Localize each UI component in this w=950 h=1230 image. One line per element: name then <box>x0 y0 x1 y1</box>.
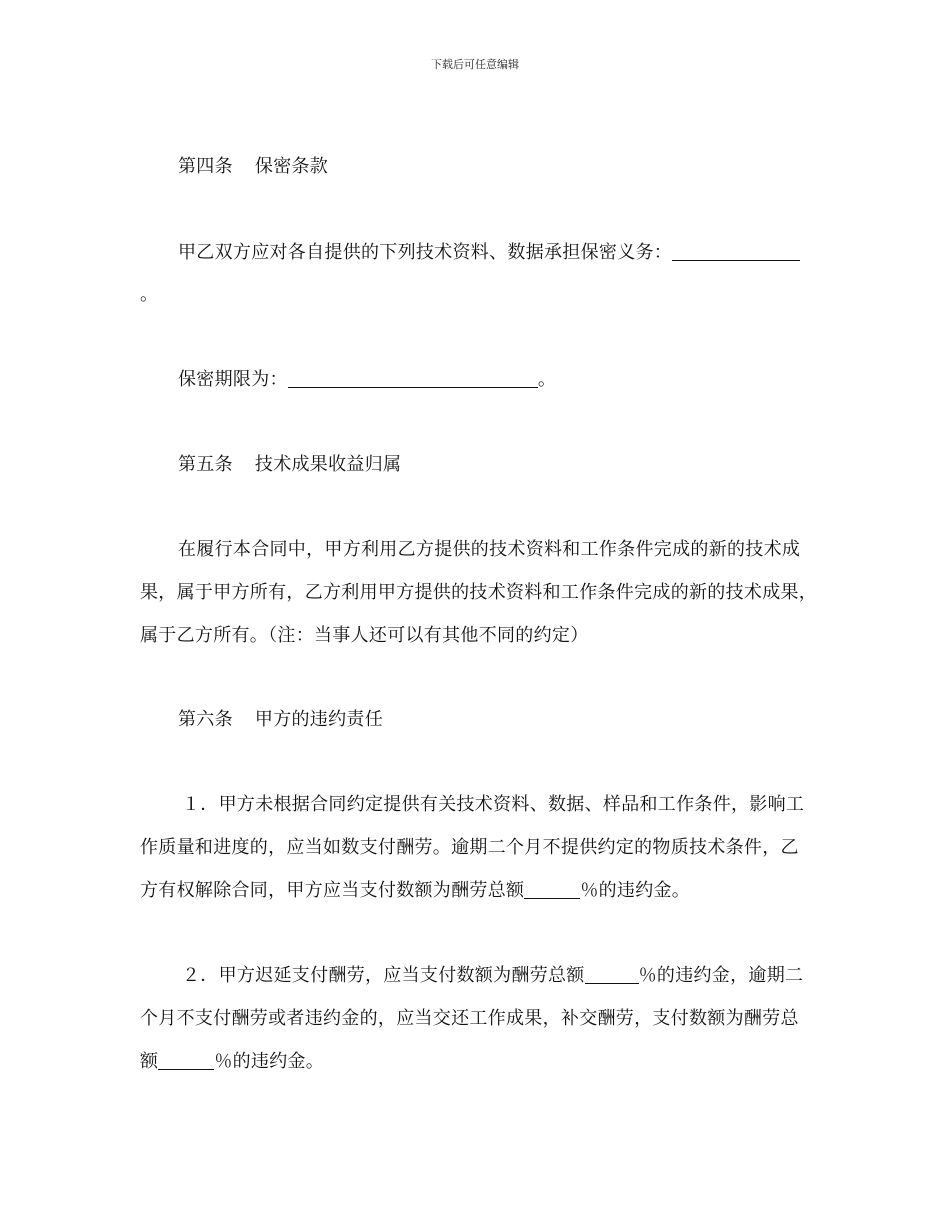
article-5-line-3: 属于乙方所有。（注：当事人还可以有其他不同的约定） <box>140 625 589 646</box>
page-header: 下载后可任意编辑 <box>431 58 519 71</box>
period-end-mark: 。 <box>537 369 557 390</box>
article-6-heading <box>178 710 383 730</box>
percent-blank[interactable] <box>524 881 580 899</box>
confidentiality-period-line <box>178 370 556 390</box>
percent-blank[interactable] <box>158 1052 214 1070</box>
item-2-text-end: ％的违约金，逾期二 <box>638 965 804 986</box>
article-number: 第四条 <box>178 156 233 177</box>
percent-blank[interactable] <box>585 966 639 984</box>
paragraph-end-mark: 。 <box>140 284 159 305</box>
article-title: 保密条款 <box>254 156 329 177</box>
fill-in-blank[interactable] <box>672 243 800 261</box>
article-4-heading <box>178 157 328 177</box>
item-2-line-3 <box>140 1052 324 1072</box>
item-2-line-2: 个月不支付酬劳或者违约金的，应当交还工作成果，补交酬劳，支付数额为酬劳总 <box>140 1008 799 1029</box>
item-2-line-1 <box>182 966 803 986</box>
article-5-heading <box>178 455 401 475</box>
item-1-line-1: １．甲方未根据合同约定提供有关技术资料、数据、样品和工作条件，影响工 <box>182 794 805 815</box>
article-title: 甲方的违约责任 <box>254 709 384 730</box>
article-5-line-1: 在履行本合同中，甲方利用乙方提供的技术资料和工作条件完成的新的技术成 <box>178 539 801 560</box>
item-1-line-2: 作质量和进度的，应当如数支付酬劳。逾期二个月不提供约定的物质技术条件，乙 <box>140 837 799 858</box>
period-label: 保密期限为： <box>178 369 288 390</box>
article-title: 技术成果收益归属 <box>254 454 402 475</box>
item-1-text: 方有权解除合同，甲方应当支付数额为酬劳总额 <box>140 880 525 901</box>
item-2-text: 额 <box>140 1051 159 1072</box>
item-2-text: ２．甲方迟延支付酬劳，应当支付数额为酬劳总额 <box>182 965 585 986</box>
item-2-text-end: ％的违约金。 <box>214 1051 325 1072</box>
item-1-line-3 <box>140 881 690 901</box>
article-number: 第六条 <box>178 709 233 730</box>
article-number: 第五条 <box>178 454 233 475</box>
confidential-materials-line <box>178 243 800 263</box>
paragraph-text: 甲乙双方应对各自提供的下列技术资料、数据承担保密义务： <box>178 242 673 263</box>
article-5-line-2: 果，属于甲方所有，乙方利用甲方提供的技术资料和工作条件完成的新的技术成果， <box>140 582 818 603</box>
item-1-text-end: ％的违约金。 <box>580 880 691 901</box>
period-blank[interactable] <box>288 370 538 388</box>
